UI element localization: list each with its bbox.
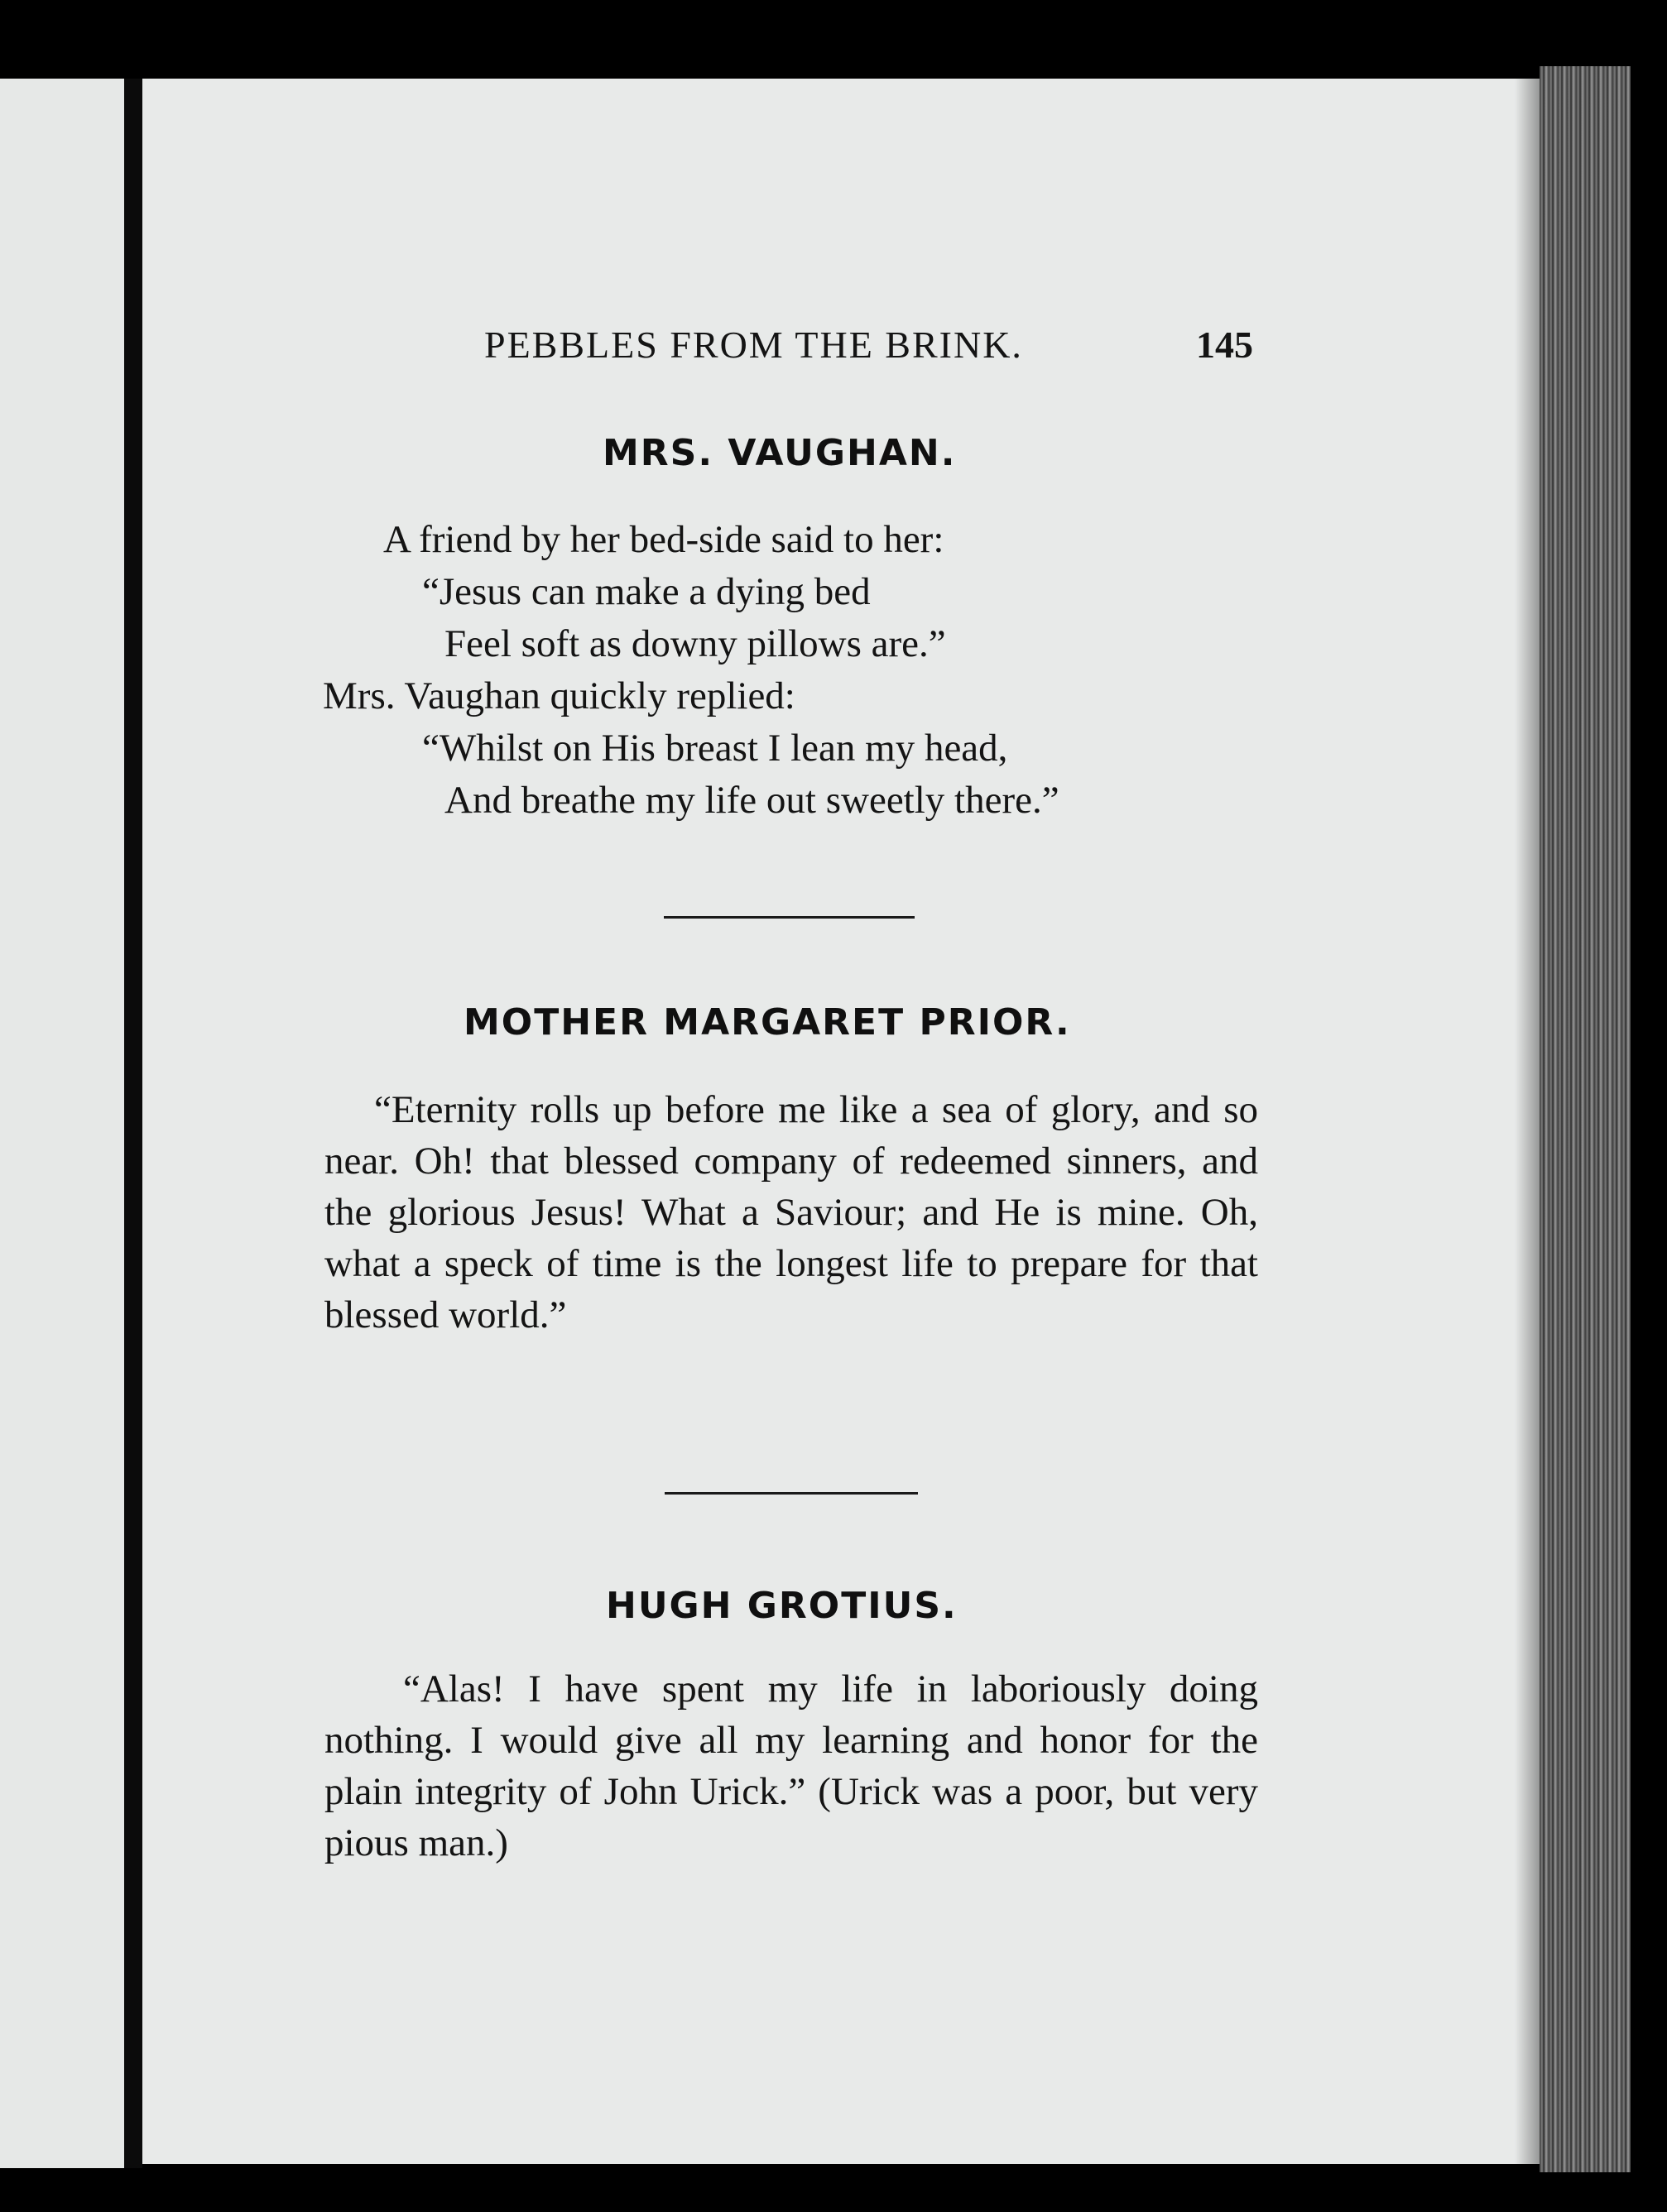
section-paragraph: “Alas! I have spent my life in laboriously doing nothing. I would give all my learning and honor for the plain integrity of John Urick.” (Urick was a poor, but very pious man.) [324, 1667, 1258, 1864]
verse-line: “Jesus can make a dying bed [422, 570, 871, 613]
facing-page-edge [0, 79, 124, 2168]
verse-line: And breathe my life out sweetly there.” [444, 779, 1059, 822]
section-heading: HUGH GROTIUS. [606, 1585, 958, 1627]
book-gutter [124, 79, 142, 2168]
page-edge-shadow [1515, 79, 1540, 2164]
section-divider [665, 1492, 918, 1495]
running-head: PEBBLES FROM THE BRINK. [484, 324, 1023, 366]
verse-line: “Whilst on His breast I lean my head, [422, 727, 1008, 770]
section-heading: MRS. VAUGHAN. [603, 432, 957, 474]
verse-line: Mrs. Vaughan quickly replied: [323, 674, 795, 717]
verse-line: Feel soft as downy pillows are.” [444, 622, 946, 665]
section-paragraph: “Eternity rolls up before me like a sea of glory, and so near. Oh! that blessed company of redeemed sinners, and the glorious Jesus! What a Saviour; and He is mine. Oh, what a speck of time is the longest life to prepare for that blessed world.” [324, 1088, 1258, 1336]
page-number: 145 [1196, 324, 1253, 366]
section-heading: MOTHER MARGARET PRIOR. [464, 1001, 1071, 1044]
page-stack-edge [1540, 66, 1631, 2172]
verse-line: A friend by her bed-side said to her: [383, 518, 944, 561]
section-divider [664, 916, 915, 919]
